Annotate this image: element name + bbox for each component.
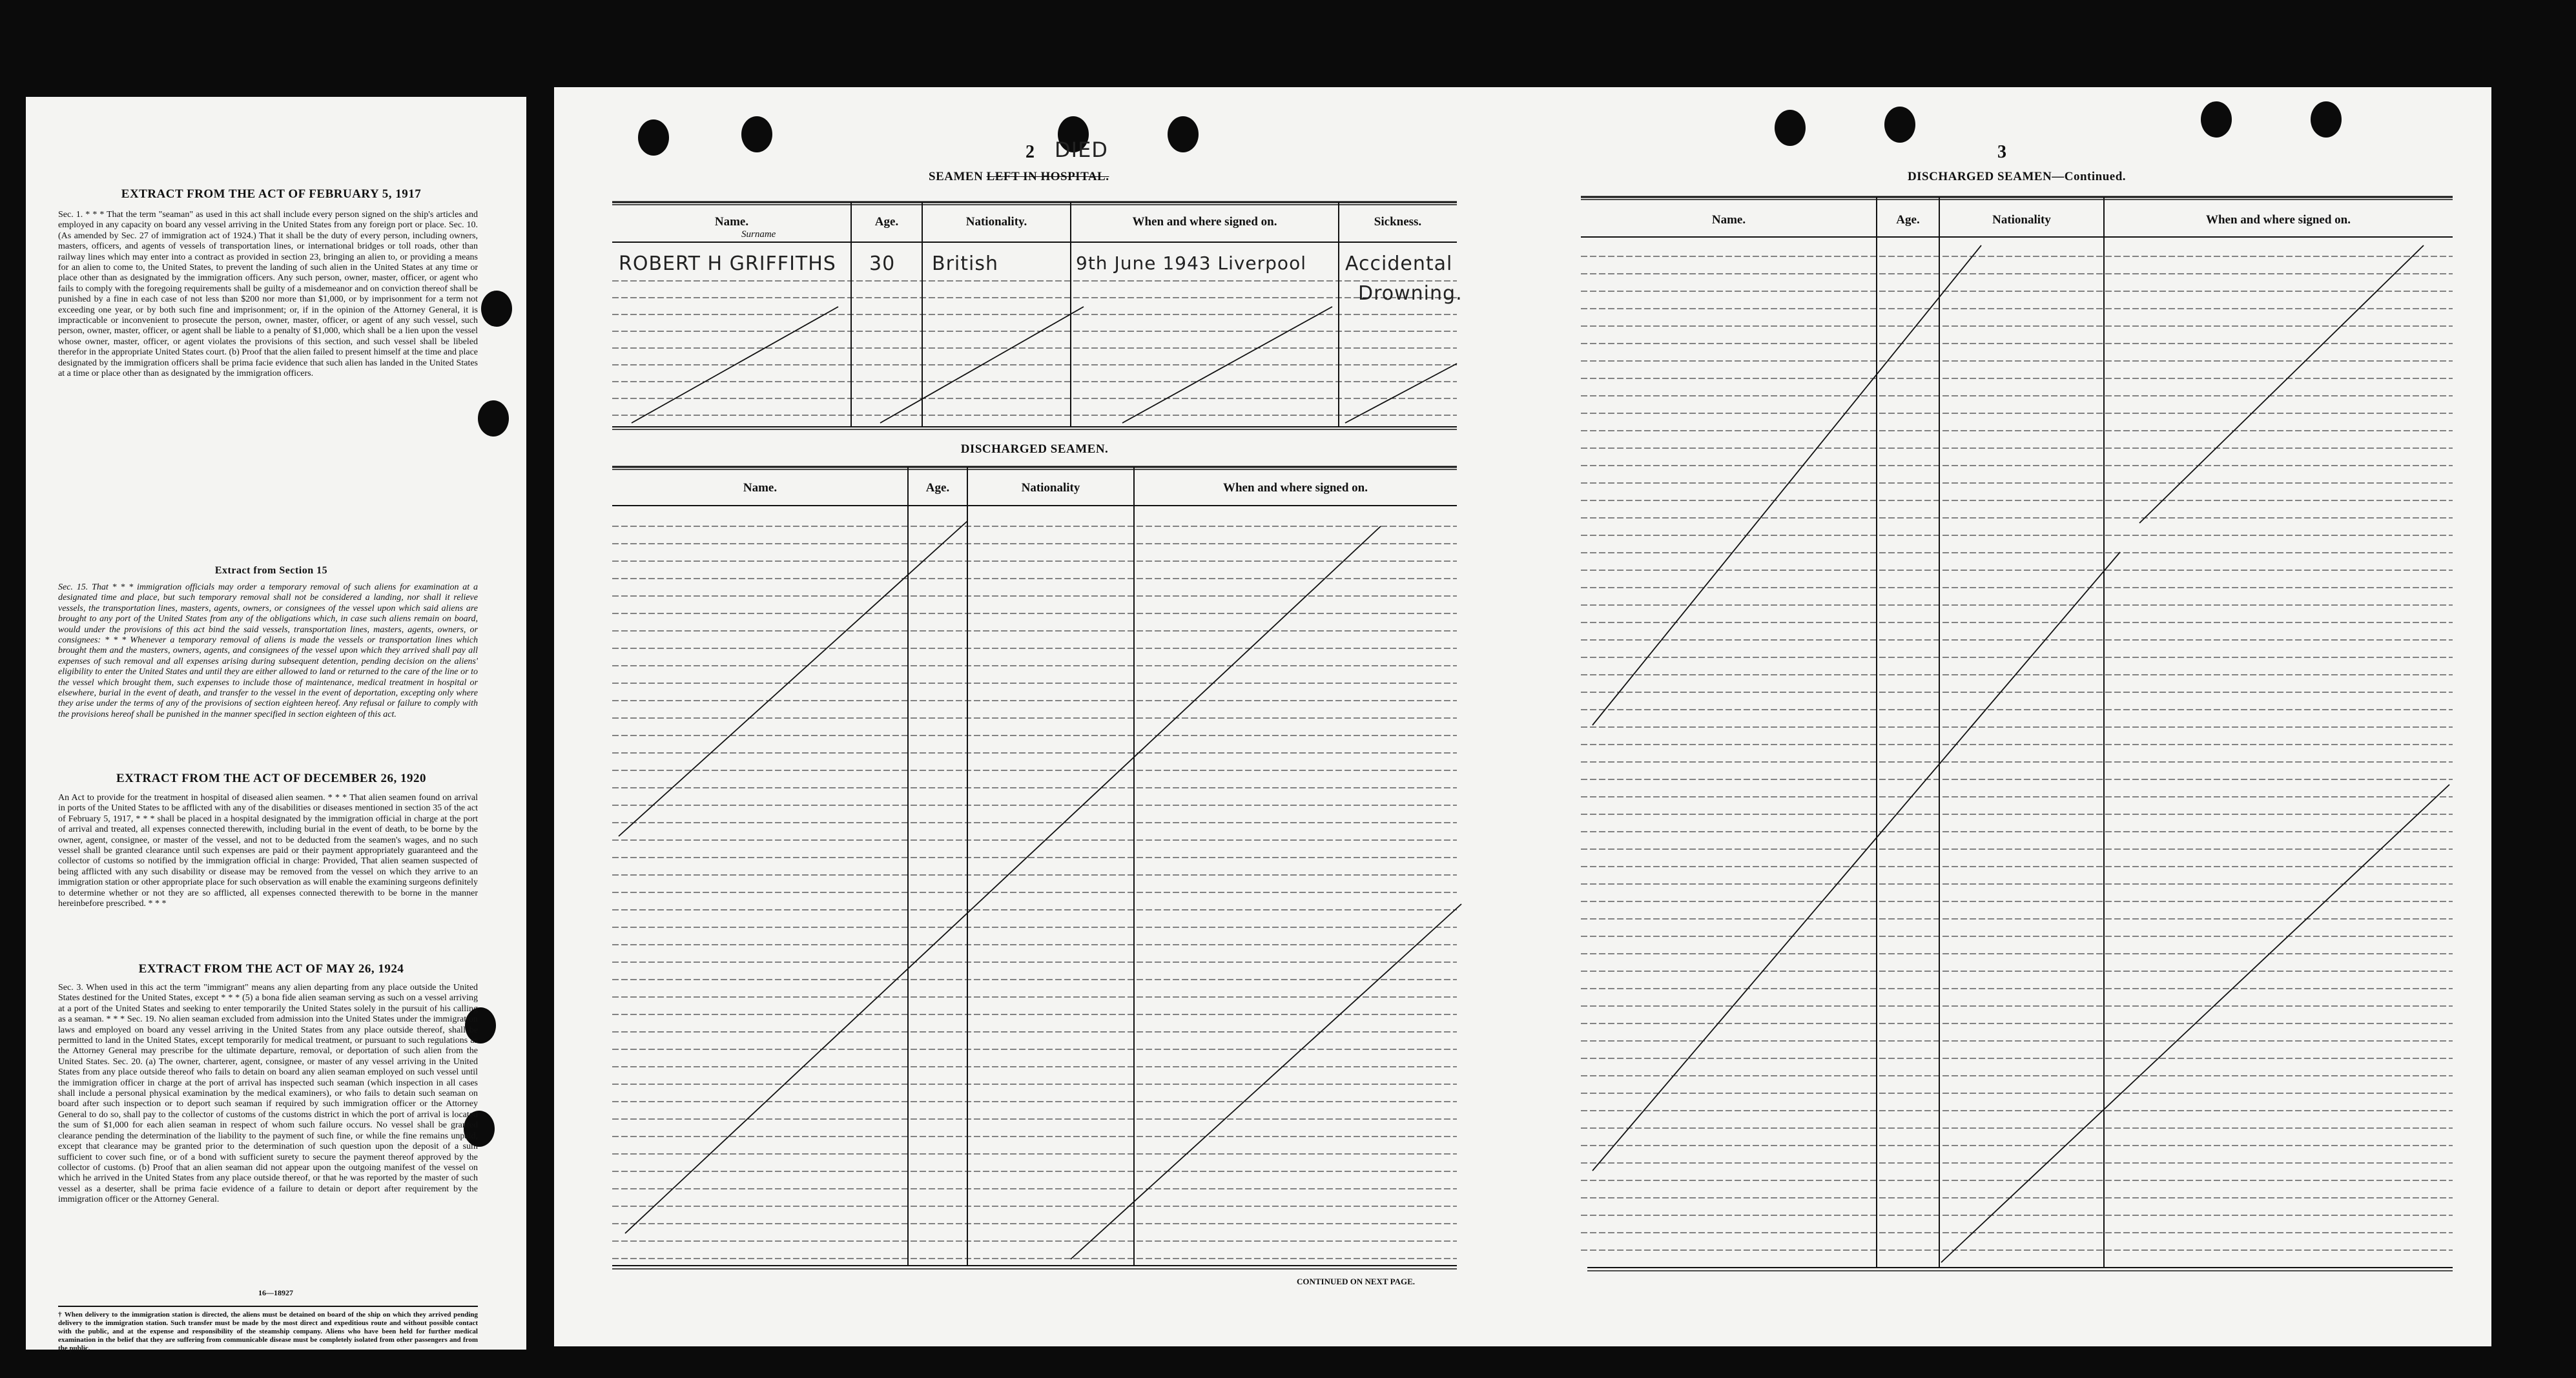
punch-hole [481, 291, 512, 327]
discharged-header-nationality: Nationality [1021, 481, 1080, 495]
continued-note: CONTINUED ON NEXT PAGE. [1297, 1277, 1415, 1286]
title-prefix: SEAMEN [929, 170, 984, 183]
hospital-header-sickness: Sickness. [1374, 215, 1422, 229]
hospital-header-name: Name. [714, 215, 749, 229]
hospital-header-nationality: Nationality. [965, 215, 1027, 229]
divider [58, 1306, 478, 1307]
hospital-row-name: ROBERT H GRIFFITHS [619, 252, 836, 275]
law-extract-sheet [26, 97, 526, 1350]
hospital-header-signed-on: When and where signed on. [1132, 215, 1277, 229]
act-1924-title: EXTRACT FROM THE ACT OF MAY 26, 1924 [138, 962, 404, 976]
act-1920-text: An Act to provide for the treatment in hospital of diseased alien seamen. * * * That alien seamen found on arrival in ports of the United States to be afflicted with any of the disabilities or diseases mentioned in section 35 of the act of February 5, 1917, * * * shall be placed in a hospital designated by the immigration official in charge at the port of arrival and treated, all expenses connected therewith, including burial in the event of death, to be borne by the owner, agent, consignee, or master of the vessel, and not to be deducted from the seamen's wages, and no such vessel shall be granted clearance until such expenses are paid or their payment appropriately guaranteed and the collector of customs so notified by the immigration official in charge: Provided, That alien seamen suspected of being afflicted with any such disability or disease may be removed from the vessel on which they arrive to an immigration station or other appropriate place for such observation as will enable the examining surgeons definitely to determine whether or not they are so afflicted, all expenses connected therewith to be borne in the manner hereinbefore prescribed. * * * [58, 793, 478, 909]
act-1920-title: EXTRACT FROM THE ACT OF DECEMBER 26, 1920 [116, 772, 427, 785]
manifest-sheet [554, 87, 2491, 1346]
page3-header-signed-on: When and where signed on. [2205, 213, 2351, 227]
handwritten-died: DIED [1055, 138, 1108, 162]
act-1917-text: Sec. 1. * * * That the term "seaman" as used in this act shall include every person signed on the ship's articles and employed in any capacity on board any vessel arriving in the United States from any foreign port or place. Sec. 10. (As amended by Sec. 27 of immigration act of 1924.) That it shall be the duty of every person, including owners, masters, officers, and agents of vessels of transportation lines, or international bridges or toll roads, other than railway lines which may enter into a contract as provided in section 23, bringing an alien to, or providing a means for an alien to come to, the United States, to prevent the landing of such alien in the United States at any time or place other than as designated by the immigration officers. Any such person, owner, master, officer, or agent who fails to comply with the foregoing requirements shall be guilty of a misdemeanor and on conviction thereof shall be punished by a fine in each case of not less than $200 nor more than $1,000, or by imprisonment for a term not exceeding one year, or by both such fine and imprisonment; or, if in the opinion of the Attorney General, it is impracticable or inconvenient to prosecute the person, owner, master, officer, or agent of any such vessel, such person, owner, master, officer, or agent shall be liable to a penalty of $1,000, which shall be a lien upon the vessel whose owner, master, officer, or agent violates the provisions of this section, and such vessel shall be libeled therefor in the appropriate United States court. (b) Proof that the alien failed to present himself at the time and place designated by the immigration officers shall be prima facie evidence that such alien has landed in the United States at a time or place other than as designated by the immigration officers. [58, 210, 478, 379]
page-number: 2 [1025, 142, 1035, 162]
discharged-title: DISCHARGED SEAMEN. [960, 442, 1109, 456]
surname-hint: Surname [741, 229, 776, 240]
hospital-row-nationality: British [932, 252, 998, 275]
hospital-row-sickness-line2: Drowning. [1358, 282, 1463, 305]
discharged-header-age: Age. [925, 481, 950, 495]
act-1917-title: EXTRACT FROM THE ACT OF FEBRUARY 5, 1917 [121, 187, 422, 201]
page3-header-age: Age. [1896, 213, 1920, 227]
discharged-header-signed-on: When and where signed on. [1222, 481, 1368, 495]
hospital-row-sickness-line1: Accidental [1345, 252, 1453, 275]
page-number-3: 3 [1997, 142, 2006, 162]
page3-title: DISCHARGED SEAMEN—Continued. [1907, 170, 2127, 183]
section-15-title: Extract from Section 15 [214, 565, 328, 576]
footnote: † When delivery to the immigration station is directed, the aliens must be detained on board of the ship on which they arrived pending delivery to the immigration station. Such transfer must be made by the most direct and expeditious route and without possible contact with the public, and at the expense and responsibility of the steamship company. Aliens who have been held for further medical examination in the belief that they are suffering from communicable disease must be completely isolated from other passengers and from the public. [58, 1311, 478, 1352]
discharged-header-name: Name. [743, 481, 778, 495]
form-number: 16—18927 [258, 1288, 293, 1297]
act-1924-text: Sec. 3. When used in this act the term "immigrant" means any alien departing from any place outside the United States destined for the United States, except * * * (5) a bona fide alien seaman serving as such on a vessel arriving at a port of the United States and seeking to enter temporarily the United States solely in the pursuit of his calling as a seaman. * * * Sec. 19. No alien seaman excluded from admission into the United States under the immigration laws and employed on board any vessel arriving in the United States from any place outside thereof, shall be permitted to land in the United States, except temporarily for medical treatment, or pursuant to such regulations as the Attorney General may prescribe for the ultimate departure, removal, or deportation of such alien from the United States. Sec. 20. (a) The owner, charterer, agent, consignee, or master of any vessel arriving in the United States from any place outside thereof who fails to detain on board any alien seaman employed on such vessel until the immigration officer in charge at the port of arrival has inspected such seaman (which inspection in all cases shall include a personal physical examination by the medical examiners), or who fails to detain such seaman on board after such inspection or to deport such seaman if required by such immigration officer or the Attorney General to do so, shall pay to the collector of customs of the customs district in which the port of arrival is located the sum of $1,000 for each alien seaman in respect of whom such failure occurs. No vessel shall be granted clearance pending the determination of the liability to the payment of such fine, or while the fine remains unpaid, except that clearance may be granted prior to the determination of such question upon the deposit of a sum sufficient to cover such fine, or of a bond with sufficient surety to secure the payment thereof approved by the collector of customs. (b) Proof that an alien seaman did not appear upon the outgoing manifest of the vessel on which he arrived in the United States from any place outside thereof, or that he was reported by the master of such vessel as a deserter, shall be prima facie evidence of a failure to detain or deport after requirement by the immigration officer or the Attorney General. [58, 983, 478, 1205]
title-struck: LEFT IN HOSPITAL. [986, 170, 1109, 183]
punch-hole [478, 400, 509, 437]
page3-header-nationality: Nationality [1992, 213, 2051, 227]
manifest-rules [554, 87, 2491, 1346]
hospital-row-age: 30 [869, 252, 896, 275]
section-15-text: Sec. 15. That * * * immigration officials may order a temporary removal of such aliens for examination at a designated time and place, but such temporary removal shall not be considered a landing, nor shall it relieve vessels, the transportation lines, masters, agents, owners, or consignees of the vessel upon which said aliens are brought to any port of the United States from any of the obligations which, in case such aliens remain on board, would under the provisions of this act bind the said vessels, transportation lines, masters, agents, owners, or consignees: * * * Whenever a temporary removal of aliens is made the vessels or transportation lines which brought them and the masters, owners, agents, and consignees of the vessel upon which they arrived shall pay all expenses of such removal and all expenses arising during subsequent detention, pending decision on the aliens' eligibility to enter the United States and until they are either allowed to land or returned to the care of the line or to the vessel which brought them, such expenses to include those of maintenance, medical treatment in hospital or elsewhere, burial in the event of death, and transfer to the vessel in the event of deportation, excepting only where they arise under the terms of any of the provisions of section eighteen hereof. Any refusal or failure to comply with the provisions hereof shall be punished in the manner specified in section eighteen of this act. [58, 582, 478, 719]
page3-header-name: Name. [1711, 213, 1746, 227]
hospital-header-age: Age. [874, 215, 899, 229]
hospital-row-signed-on: 9th June 1943 Liverpool [1076, 252, 1306, 274]
